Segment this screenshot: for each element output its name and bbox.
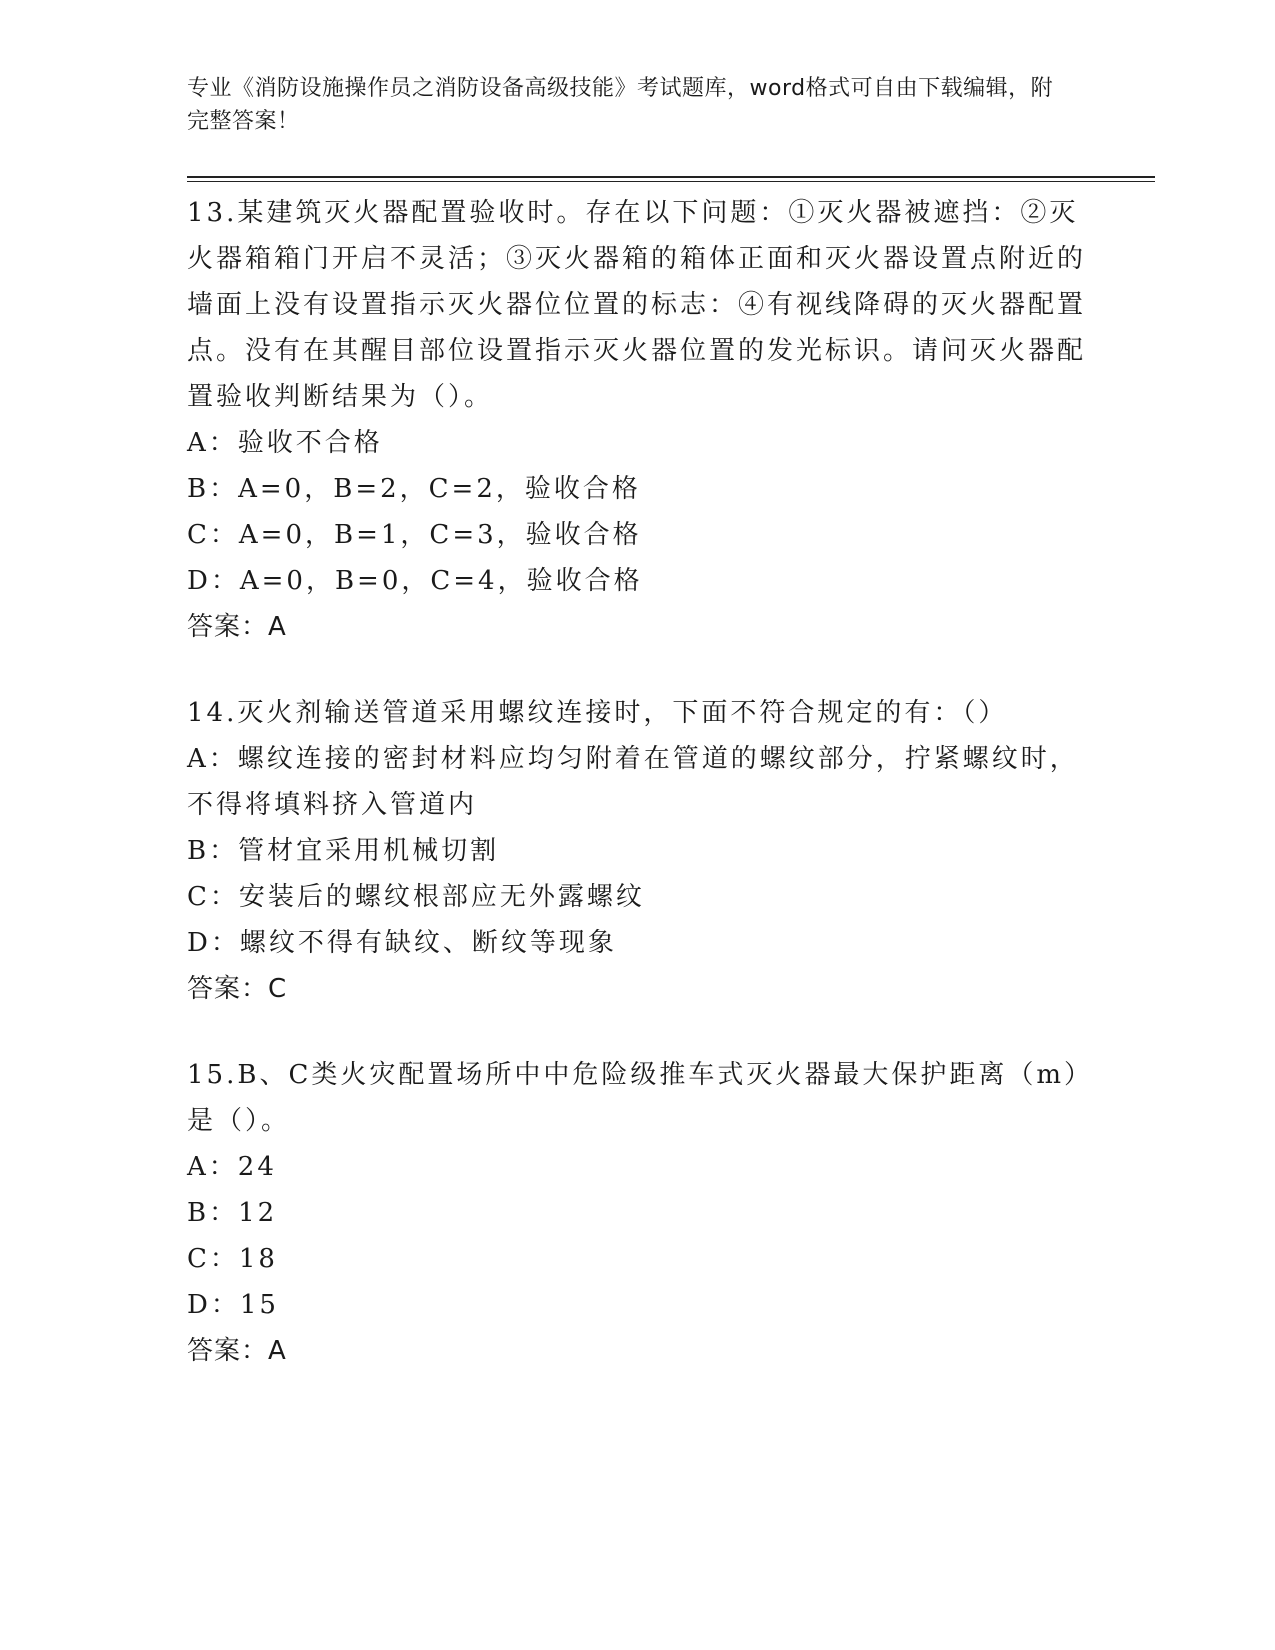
option-c: C：A=0，B=1，C=3，验收合格	[187, 520, 642, 550]
document-header: 专业《消防设施操作员之消防设备高级技能》考试题库，word格式可自由下载编辑，附完整答案！	[187, 76, 1054, 134]
option-a: A：验收不合格	[187, 428, 383, 458]
option-b: B：A=0，B=2，C=2，验收合格	[187, 474, 641, 504]
question-text: 13.某建筑灭火器配置验收时。存在以下问题：①灭火器被遮挡：②灭火器箱箱门开启不灵活；③灭火器箱的箱体正面和灭火器设置点附近的墙面上没有设置指示灭火器位位置的标志：④有视线降碍的灭火器配置点。没有在其醒目部位设置指示灭火器位置的发光标识。请问灭火器配置验收判断结果为（）。	[187, 198, 1087, 412]
answer-label: 答案：C	[187, 974, 288, 1004]
question-text: 14.灭火剂输送管道采用螺纹连接时，下面不符合规定的有：（）	[187, 698, 1008, 728]
option-d: D：15	[187, 1290, 279, 1320]
option-d: D：螺纹不得有缺纹、断纹等现象	[187, 928, 617, 958]
option-b: B：管材宜采用机械切割	[187, 836, 500, 866]
question-14	[187, 690, 1087, 1012]
question-13	[187, 190, 1087, 650]
answer-label: 答案：A	[187, 1336, 287, 1366]
header-divider-thin	[187, 181, 1155, 182]
option-c: C：18	[187, 1244, 278, 1274]
option-a: A：螺纹连接的密封材料应均匀附着在管道的螺纹部分，拧紧螺纹时，不得将填料挤入管道内	[187, 744, 1079, 820]
option-c: C：安装后的螺纹根部应无外露螺纹	[187, 882, 645, 912]
answer-label: 答案：A	[187, 612, 287, 642]
option-a: A：24	[187, 1152, 277, 1182]
option-d: D：A=0，B=0，C=4，验收合格	[187, 566, 643, 596]
question-15	[187, 1052, 1087, 1374]
header-divider-thick	[187, 176, 1155, 178]
question-text: 15.B、C类火灾配置场所中中危险级推车式灭火器最大保护距离（m）是（）。	[187, 1060, 1081, 1136]
option-b: B：12	[187, 1198, 278, 1228]
question-list	[187, 190, 1087, 1414]
